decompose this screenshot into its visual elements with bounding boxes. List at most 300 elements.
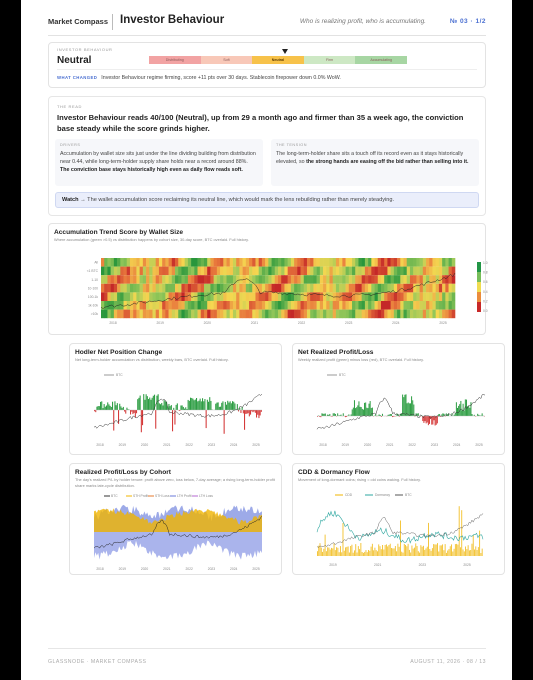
heatmap-cell	[149, 258, 153, 267]
cdd-bar	[413, 549, 414, 556]
heatmap-cell	[413, 258, 417, 267]
heatmap-cell	[301, 267, 305, 276]
heatmap-cell	[188, 267, 192, 276]
realized-pl-bar	[418, 413, 419, 416]
heatmap-cell	[371, 267, 375, 276]
net-position-bar	[146, 394, 147, 410]
heatmap-cell	[233, 292, 237, 301]
heatmap-cell	[339, 258, 343, 267]
cdd-bar	[357, 553, 358, 557]
heatmap-cell	[104, 267, 108, 276]
realized-pl-bar	[469, 408, 470, 416]
heatmap-cell	[355, 258, 359, 267]
heatmap-cell	[152, 267, 156, 276]
cdd-bar	[331, 548, 332, 556]
heatmap-cell	[262, 310, 266, 319]
heatmap-cell	[333, 267, 337, 276]
heatmap-cell	[394, 284, 398, 293]
cdd-bar	[426, 548, 427, 556]
heatmap-cell	[410, 301, 414, 310]
heatmap-cell	[227, 275, 231, 284]
cdd-bar	[354, 550, 355, 556]
year-tick: 2018	[109, 321, 117, 326]
year-tick: 2020	[140, 567, 149, 571]
heatmap-cell	[375, 310, 379, 319]
cdd-bar	[366, 550, 367, 556]
heatmap-cell	[313, 258, 317, 267]
heatmap-cell	[117, 284, 121, 293]
heatmap-cell	[381, 275, 385, 284]
heatmap-cell	[194, 267, 198, 276]
heatmap-cell	[140, 284, 144, 293]
heatmap-cell	[416, 310, 420, 319]
cdd-bar	[404, 544, 405, 556]
heatmap-cell	[249, 310, 253, 319]
heatmap-cell	[249, 284, 253, 293]
year-tick: 2024	[230, 567, 238, 571]
cdd-bar	[340, 546, 341, 556]
heatmap-cell	[255, 267, 259, 276]
heatmap-cell	[210, 284, 214, 293]
heatmap-cell	[275, 258, 279, 267]
heatmap-cell	[410, 310, 414, 319]
heatmap-cell	[426, 310, 430, 319]
heatmap-cell	[358, 310, 362, 319]
heatmap-cell	[239, 267, 243, 276]
net-position-bar	[248, 410, 249, 413]
heatmap-cell	[272, 284, 276, 293]
heatmap-cell	[310, 267, 314, 276]
heatmap-cell	[146, 275, 150, 284]
cdd-bar	[358, 546, 359, 556]
heatmap-cell	[413, 301, 417, 310]
page-tagline: Who is realizing profit, who is accumulating.	[299, 18, 426, 25]
net-position-bar	[99, 406, 100, 410]
accumulation-chart-card	[48, 223, 486, 335]
heatmap-cell	[227, 301, 231, 310]
heatmap-cell	[272, 301, 276, 310]
heatmap-cell	[268, 258, 272, 267]
heatmap-cell	[127, 284, 131, 293]
realized-pl-bar	[472, 414, 473, 416]
realized-pl-bar	[351, 414, 352, 416]
heatmap-cell	[336, 267, 340, 276]
heatmap-cell	[284, 310, 288, 319]
heatmap-cell	[130, 258, 134, 267]
watch-key: Watch	[62, 197, 79, 203]
realized-pl-bar	[363, 410, 364, 416]
net-position-bar	[131, 410, 132, 412]
net-position-bar	[160, 404, 161, 410]
heatmap-cell	[140, 292, 144, 301]
heatmap-cell	[304, 310, 308, 319]
heatmap-cell	[220, 275, 224, 284]
heatmap-cell	[297, 310, 301, 319]
heatmap-cell	[223, 284, 227, 293]
heatmap-cell	[146, 284, 150, 293]
heatmap-cell	[310, 284, 314, 293]
cdd-bar	[335, 550, 336, 556]
drivers-box	[55, 139, 263, 186]
heatmap-cell	[323, 301, 327, 310]
heatmap-cell	[204, 284, 208, 293]
cdd-bar	[433, 544, 434, 556]
heatmap-cell	[284, 292, 288, 301]
heatmap-cell	[152, 292, 156, 301]
heatmap-cell	[188, 310, 192, 319]
year-tick: 2025	[463, 563, 471, 567]
heatmap-cell	[259, 275, 263, 284]
year-tick: 2025	[439, 321, 447, 326]
heatmap-cell	[432, 258, 436, 267]
heatmap-cell	[188, 275, 192, 284]
heatmap-cell	[304, 267, 308, 276]
cohort-label: <1 BTC	[86, 269, 98, 274]
heatmap-cell	[152, 258, 156, 267]
heatmap-cell	[326, 275, 330, 284]
cdd-bar	[401, 552, 402, 556]
heatmap-cell	[426, 284, 430, 293]
heatmap-cell	[416, 292, 420, 301]
heatmap-cell	[243, 284, 247, 293]
heatmap-cell	[259, 258, 263, 267]
what-changed-text: Investor Behaviour regime firming, score +11 pts over 30 days. Stablecoin firepower down 0.0% WoW.	[101, 75, 341, 81]
heatmap-cell	[423, 258, 427, 267]
heatmap-cell	[420, 267, 424, 276]
cdd-bar	[353, 553, 354, 556]
year-tick: 2023	[207, 443, 216, 447]
heatmap-cell	[329, 267, 333, 276]
heatmap-cell	[371, 258, 375, 267]
heatmap-cell	[249, 258, 253, 267]
heatmap-cell	[410, 258, 414, 267]
heatmap-cell	[124, 284, 128, 293]
heatmap-cell	[230, 301, 234, 310]
heatmap-cell	[278, 310, 282, 319]
realized-pl-bar	[456, 402, 457, 416]
heatmap-cell	[236, 301, 240, 310]
heatmap-cell	[239, 301, 243, 310]
realized-pl-bar	[341, 415, 342, 416]
heatmap-cell	[317, 267, 321, 276]
regime-state: Neutral	[57, 55, 92, 66]
heatmap-cell	[169, 267, 173, 276]
heatmap-cell	[301, 292, 305, 301]
net-position-bar	[215, 404, 216, 410]
heatmap-cell	[284, 267, 288, 276]
net-position-bar	[240, 410, 241, 413]
heatmap-cell	[375, 301, 379, 310]
heatmap-cell	[307, 258, 311, 267]
heatmap-cell	[352, 275, 356, 284]
legend-label: LTH Loss	[199, 494, 213, 499]
cdd-bar	[405, 545, 406, 556]
tension-label: THE TENSION	[276, 143, 307, 147]
cdd-bar	[328, 548, 329, 556]
heatmap-cell	[301, 275, 305, 284]
heatmap-cell	[191, 310, 195, 319]
heatmap-cell	[362, 258, 366, 267]
heatmap-cell	[185, 284, 189, 293]
cdd-bar	[434, 544, 435, 556]
cdd-bar	[408, 544, 409, 556]
heatmap-cell	[143, 275, 147, 284]
accumulation-heatmap	[49, 252, 487, 334]
heatmap-cell	[230, 310, 234, 319]
heatmap-cell	[429, 301, 433, 310]
heatmap-cell	[114, 284, 118, 293]
realized-pl-bar	[404, 395, 405, 416]
heatmap-cell	[191, 284, 195, 293]
cohort-chart	[70, 490, 283, 574]
hodler-chart-card	[69, 343, 282, 455]
net-position-bar	[155, 410, 156, 429]
heatmap-cell	[439, 258, 443, 267]
heatmap-cell	[252, 310, 256, 319]
heatmap-cell	[326, 267, 330, 276]
heatmap-cell	[133, 267, 137, 276]
net-position-bar	[135, 410, 136, 417]
heatmap-cell	[268, 284, 272, 293]
heatmap-cell	[371, 284, 375, 293]
heatmap-cell	[445, 301, 449, 310]
heatmap-cell	[397, 284, 401, 293]
heatmap-cell	[339, 284, 343, 293]
heatmap-cell	[239, 258, 243, 267]
heatmap-cell	[429, 284, 433, 293]
net-position-bar	[112, 402, 113, 410]
heatmap-cell	[159, 301, 163, 310]
heatmap-cell	[278, 258, 282, 267]
what-changed-key: WHAT CHANGED	[57, 75, 98, 80]
heatmap-cell	[114, 301, 118, 310]
heatmap-cell	[358, 301, 362, 310]
heatmap-cell	[275, 301, 279, 310]
net-position-bar	[221, 403, 222, 410]
net-position-bar	[161, 403, 162, 410]
heatmap-cell	[439, 292, 443, 301]
heatmap-cell	[368, 292, 372, 301]
net-position-bar	[198, 401, 199, 410]
heatmap-cell	[136, 275, 140, 284]
net-position-bar	[96, 407, 97, 410]
realized-pl-bar	[470, 402, 471, 416]
colorbar-swatch	[477, 272, 481, 282]
net-position-bar	[120, 406, 121, 410]
cdd-bar	[389, 545, 390, 556]
heatmap-cell	[185, 258, 189, 267]
net-position-bar	[171, 405, 172, 410]
heatmap-cell	[355, 284, 359, 293]
heatmap-cell	[317, 258, 321, 267]
heatmap-cell	[342, 301, 346, 310]
heatmap-cell	[378, 301, 382, 310]
net-position-bar	[108, 404, 109, 410]
heatmap-cell	[449, 310, 453, 319]
heatmap-cell	[342, 267, 346, 276]
year-tick: 2023	[345, 321, 353, 326]
cdd-bar	[414, 548, 415, 556]
heatmap-cell	[297, 301, 301, 310]
the-read-card	[48, 96, 486, 216]
heatmap-cell	[346, 275, 350, 284]
heatmap-cell	[397, 292, 401, 301]
heatmap-cell	[249, 292, 253, 301]
heatmap-cell	[291, 258, 295, 267]
heatmap-cell	[243, 267, 247, 276]
heatmap-cell	[172, 301, 176, 310]
cdd-bar	[438, 552, 439, 557]
cdd-bar	[422, 547, 423, 556]
cdd-bar	[330, 550, 331, 556]
realized-pl-bar	[432, 416, 433, 425]
cdd-bar	[440, 545, 441, 556]
cdd-bar	[396, 551, 397, 556]
cdd-bar	[394, 548, 395, 556]
realized-pl-bar	[367, 408, 368, 416]
heatmap-cell	[162, 284, 166, 293]
heatmap-cell	[101, 292, 105, 301]
heatmap-cell	[194, 258, 198, 267]
heatmap-cell	[191, 301, 195, 310]
heatmap-cell	[439, 301, 443, 310]
regime-scale-firm: Firm	[304, 56, 356, 64]
cdd-bar	[383, 550, 384, 557]
realized-pl-bar	[468, 406, 469, 416]
cdd-bar	[395, 546, 396, 556]
cdd-bar	[362, 552, 363, 556]
net-position-bar	[150, 400, 151, 410]
net-position-bar	[245, 410, 246, 414]
net-position-bar	[137, 399, 138, 410]
heatmap-cell	[162, 267, 166, 276]
colorbar-tick: 0.4	[483, 289, 488, 294]
realized-pl-bar	[461, 410, 462, 416]
heatmap-cell	[339, 310, 343, 319]
cdd-bar	[442, 544, 443, 556]
cdd-bar	[450, 546, 451, 556]
heatmap-cell	[111, 310, 115, 319]
heatmap-cell	[201, 310, 205, 319]
year-tick: 2018	[319, 443, 327, 447]
heatmap-cell	[201, 301, 205, 310]
cdd-bar	[455, 544, 456, 556]
net-position-bar	[125, 410, 126, 414]
cohort-label: 10-100	[87, 286, 98, 291]
realized-pl-bar	[389, 415, 390, 416]
legend-label: STH Profit	[133, 494, 149, 499]
heatmap-cell	[107, 275, 111, 284]
cdd-bar	[390, 544, 391, 556]
heatmap-cell	[223, 292, 227, 301]
heatmap-cell	[320, 292, 324, 301]
heatmap-cell	[452, 275, 456, 284]
net-position-bar	[152, 398, 153, 410]
net-position-bar	[243, 410, 244, 413]
heatmap-cell	[175, 301, 179, 310]
heatmap-cell	[378, 284, 382, 293]
heatmap-cell	[358, 267, 362, 276]
heatmap-cell	[400, 292, 404, 301]
heatmap-cell	[394, 310, 398, 319]
heatmap-cell	[368, 301, 372, 310]
net-position-bar	[114, 401, 115, 410]
heatmap-cell	[394, 267, 398, 276]
cdd-chart	[293, 486, 506, 574]
heatmap-cell	[326, 284, 330, 293]
heatmap-cell	[207, 258, 211, 267]
heatmap-cell	[346, 267, 350, 276]
heatmap-cell	[117, 310, 121, 319]
realized-pl-bar	[323, 414, 324, 416]
net-position-bar	[188, 400, 189, 410]
cdd-bar	[332, 548, 333, 556]
cdd-bar	[445, 544, 446, 556]
heatmap-cell	[423, 267, 427, 276]
heatmap-cell	[149, 275, 153, 284]
heatmap-cell	[394, 292, 398, 301]
net-position-bar	[189, 401, 190, 410]
heatmap-cell	[387, 267, 391, 276]
heatmap-cell	[207, 301, 211, 310]
heatmap-cell	[420, 301, 424, 310]
heatmap-cell	[349, 310, 353, 319]
heatmap-cell	[349, 267, 353, 276]
heatmap-cell	[317, 301, 321, 310]
heatmap-cell	[181, 267, 185, 276]
heatmap-cell	[268, 301, 272, 310]
heatmap-cell	[336, 310, 340, 319]
heatmap-cell	[268, 267, 272, 276]
heatmap-cell	[391, 292, 395, 301]
heatmap-cell	[217, 292, 221, 301]
heatmap-cell	[320, 310, 324, 319]
heatmap-cell	[236, 284, 240, 293]
heatmap-cell	[220, 292, 224, 301]
net-position-bar	[194, 400, 195, 410]
cdd-bar	[378, 544, 379, 556]
heatmap-cell	[294, 292, 298, 301]
heatmap-cell	[223, 301, 227, 310]
realized-pl-bar	[369, 404, 370, 416]
heatmap-cell	[329, 258, 333, 267]
heatmap-cell	[127, 310, 131, 319]
cdd-bar	[446, 553, 447, 556]
heatmap-cell	[140, 275, 144, 284]
heatmap-cell	[333, 258, 337, 267]
net-position-bar	[224, 410, 225, 434]
heatmap-cell	[175, 267, 179, 276]
heatmap-cell	[214, 310, 218, 319]
net-position-bar	[138, 398, 139, 410]
page-header	[48, 14, 486, 30]
cdd-bar	[454, 549, 455, 556]
heatmap-cell	[159, 275, 163, 284]
heatmap-cell	[133, 258, 137, 267]
heatmap-cell	[352, 310, 356, 319]
tension-box	[271, 139, 479, 186]
heatmap-cell	[252, 301, 256, 310]
heatmap-cell	[310, 310, 314, 319]
heatmap-cell	[259, 267, 263, 276]
heatmap-cell	[172, 275, 176, 284]
heatmap-cell	[378, 275, 382, 284]
heatmap-cell	[449, 284, 453, 293]
net-position-bar	[225, 402, 226, 410]
cdd-bar	[432, 548, 433, 556]
cdd-bar	[437, 543, 438, 556]
heatmap-cell	[387, 301, 391, 310]
